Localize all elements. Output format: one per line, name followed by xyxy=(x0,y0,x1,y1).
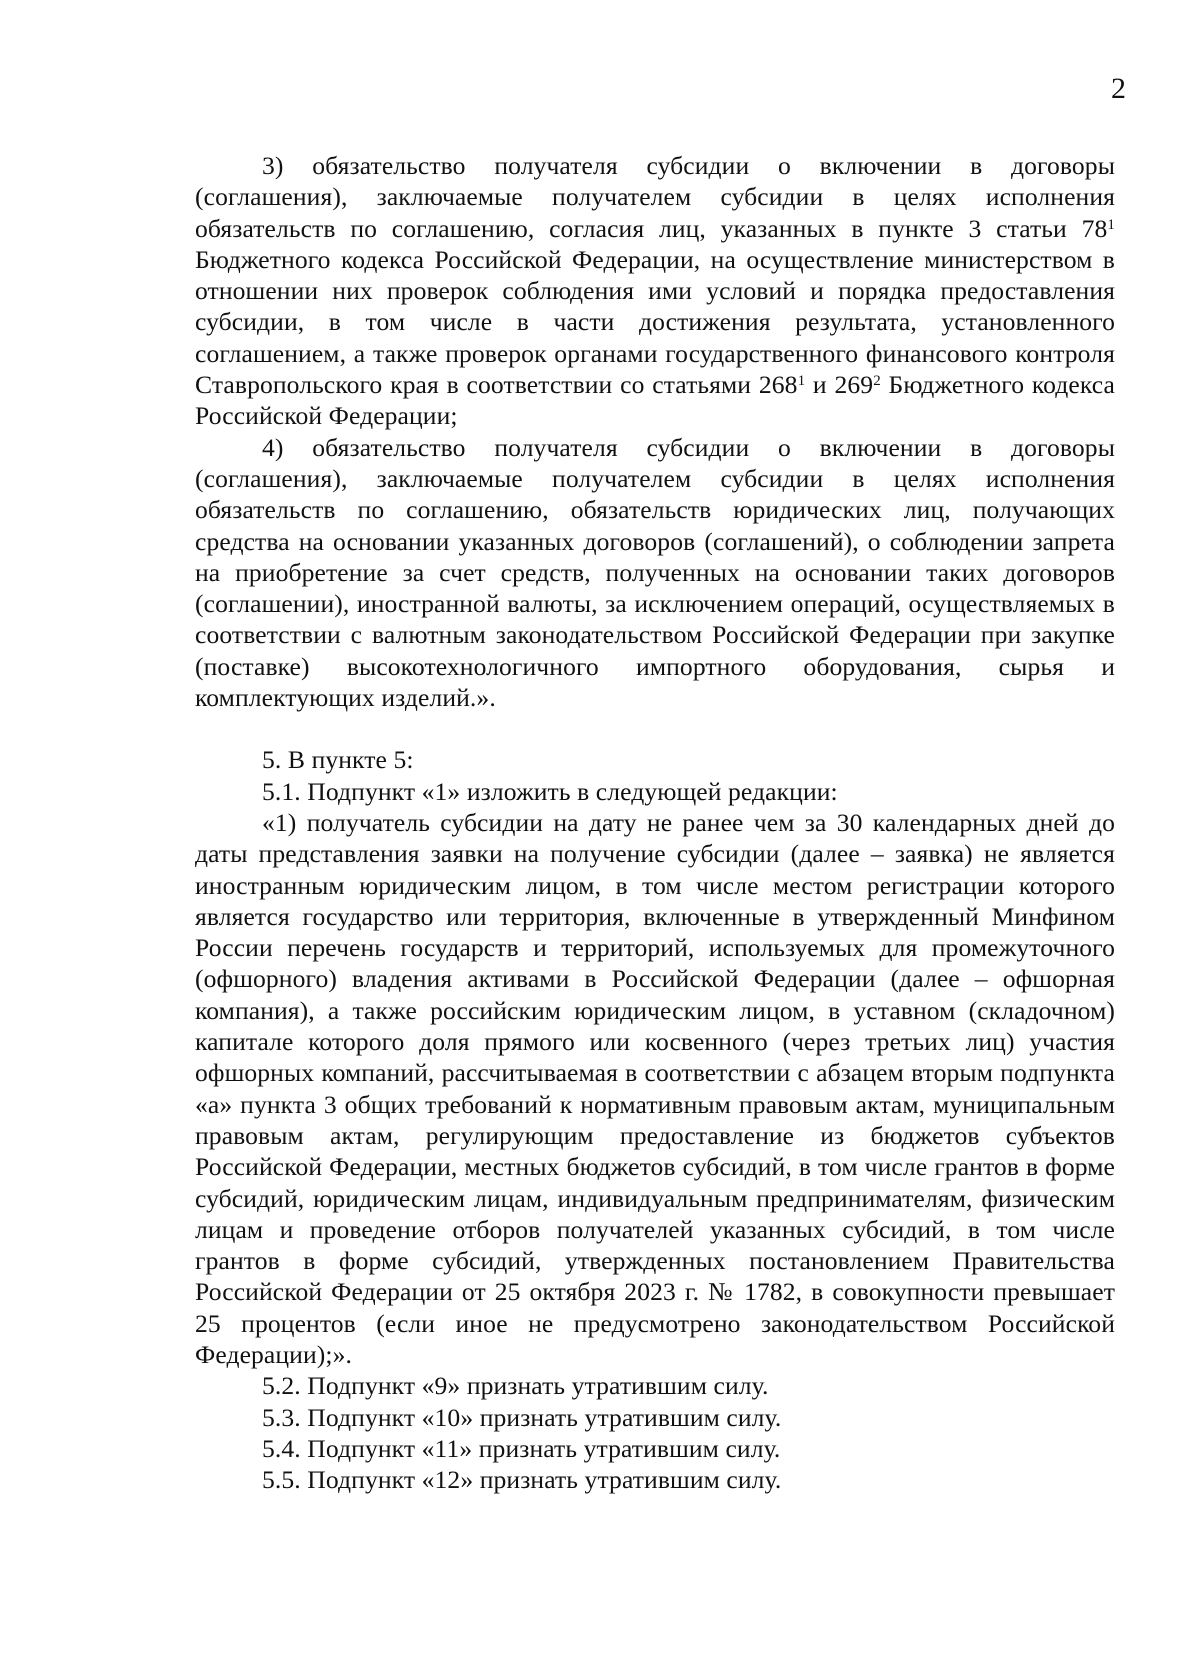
page-number: 2 xyxy=(1111,72,1126,105)
paragraph-subpoint-1-new-text: «1) получатель субсидии на дату не ранее чем за 30 календарных дней до даты представления заявки на получение субсидии (далее – заявка) не является иностранным юридическим лицом, в том числе местом регистрации которого является государство или территория, включенные в утвержденный Минфином России перечень государств и территорий, используемых для промежуточного (офшорного) владения активами в Российской Федерации (далее – офшорная компания), а также российским юридическим лицом, в уставном (складочном) капитале которого доля прямого или косвенного (через третьих лиц) участия офшорных компаний, рассчитываемая в соответствии с абзацем вторым подпункта «а» пункта 3 общих требований к нормативным правовым актам, муниципальным правовым актам, регулирующим предоставление из бюджетов субъектов Российской Федерации, местных бюджетов субсидий, в том числе грантов в форме субсидий, юридическим лицам, индивидуальным предпринимателям, физическим лицам и проведение отборов получателей указанных субсидий, в том числе грантов в форме субсидий, утвержденных постановлением Правительства Российской Федерации от 25 октября 2023 г. № 1782, в совокупности превышает 25 процентов (если иное не предусмотрено законодательством Российской Федерации);». xyxy=(195,807,1115,1369)
paragraph-text: Бюджетного кодекса Российской Федерации; xyxy=(195,370,1115,431)
paragraph-subpoint-5-4: 5.4. Подпункт «11» признать утратившим силу. xyxy=(262,1433,781,1463)
paragraph-point-5: 5. В пункте 5: xyxy=(262,745,414,775)
paragraph-subpoint-5-2: 5.2. Подпункт «9» признать утратившим силу. xyxy=(262,1371,769,1401)
document-body xyxy=(195,150,1115,1495)
superscript: 2 xyxy=(873,373,881,390)
paragraph-text: и 269 xyxy=(805,370,874,400)
superscript: 1 xyxy=(1107,216,1115,233)
superscript: 1 xyxy=(797,373,806,390)
paragraph-text: Бюджетного кодекса Российской Федерации, на осуществление министерством в отношении них проверок соблюдения ими условий и порядка предоставления субсидии, в том числе в части достижения результата, установленного соглашением, а также проверок органами государственного финансового контроля Ставропольского края в соответствии со статьями 268 xyxy=(195,244,1115,400)
paragraph-text: 3) обязательство получателя субсидии о включении в договоры (соглашения), заключаемые получателем субсидии в целях исполнения обязательств по соглашению, согласия лиц, указанных в пункте 3 статьи 78 xyxy=(195,151,1115,243)
paragraph-subpoint-5-5: 5.5. Подпункт «12» признать утратившим силу. xyxy=(262,1465,782,1495)
paragraph-subpoint-5-3: 5.3. Подпункт «10» признать утратившим силу. xyxy=(262,1402,782,1432)
paragraph-item-4: 4) обязательство получателя субсидии о включении в договоры (соглашения), заключаемые получателем субсидии в целях исполнения обязательств по соглашению, обязательств юридических лиц, получающих средства на основании указанных договоров (соглашений), о соблюдении запрета на приобретение за счет средств, полученных на основании таких договоров (соглашении), иностранной валюты, за исключением операций, осуществляемых в соответствии с валютным законодательством Российской Федерации при закупке (поставке) высокотехнологичного импортного оборудования, сырья и комплектующих изделий.». xyxy=(195,432,1115,713)
paragraph-subpoint-5-1: 5.1. Подпункт «1» изложить в следующей редакции: xyxy=(262,776,838,806)
paragraph-item-3 xyxy=(195,150,1115,432)
